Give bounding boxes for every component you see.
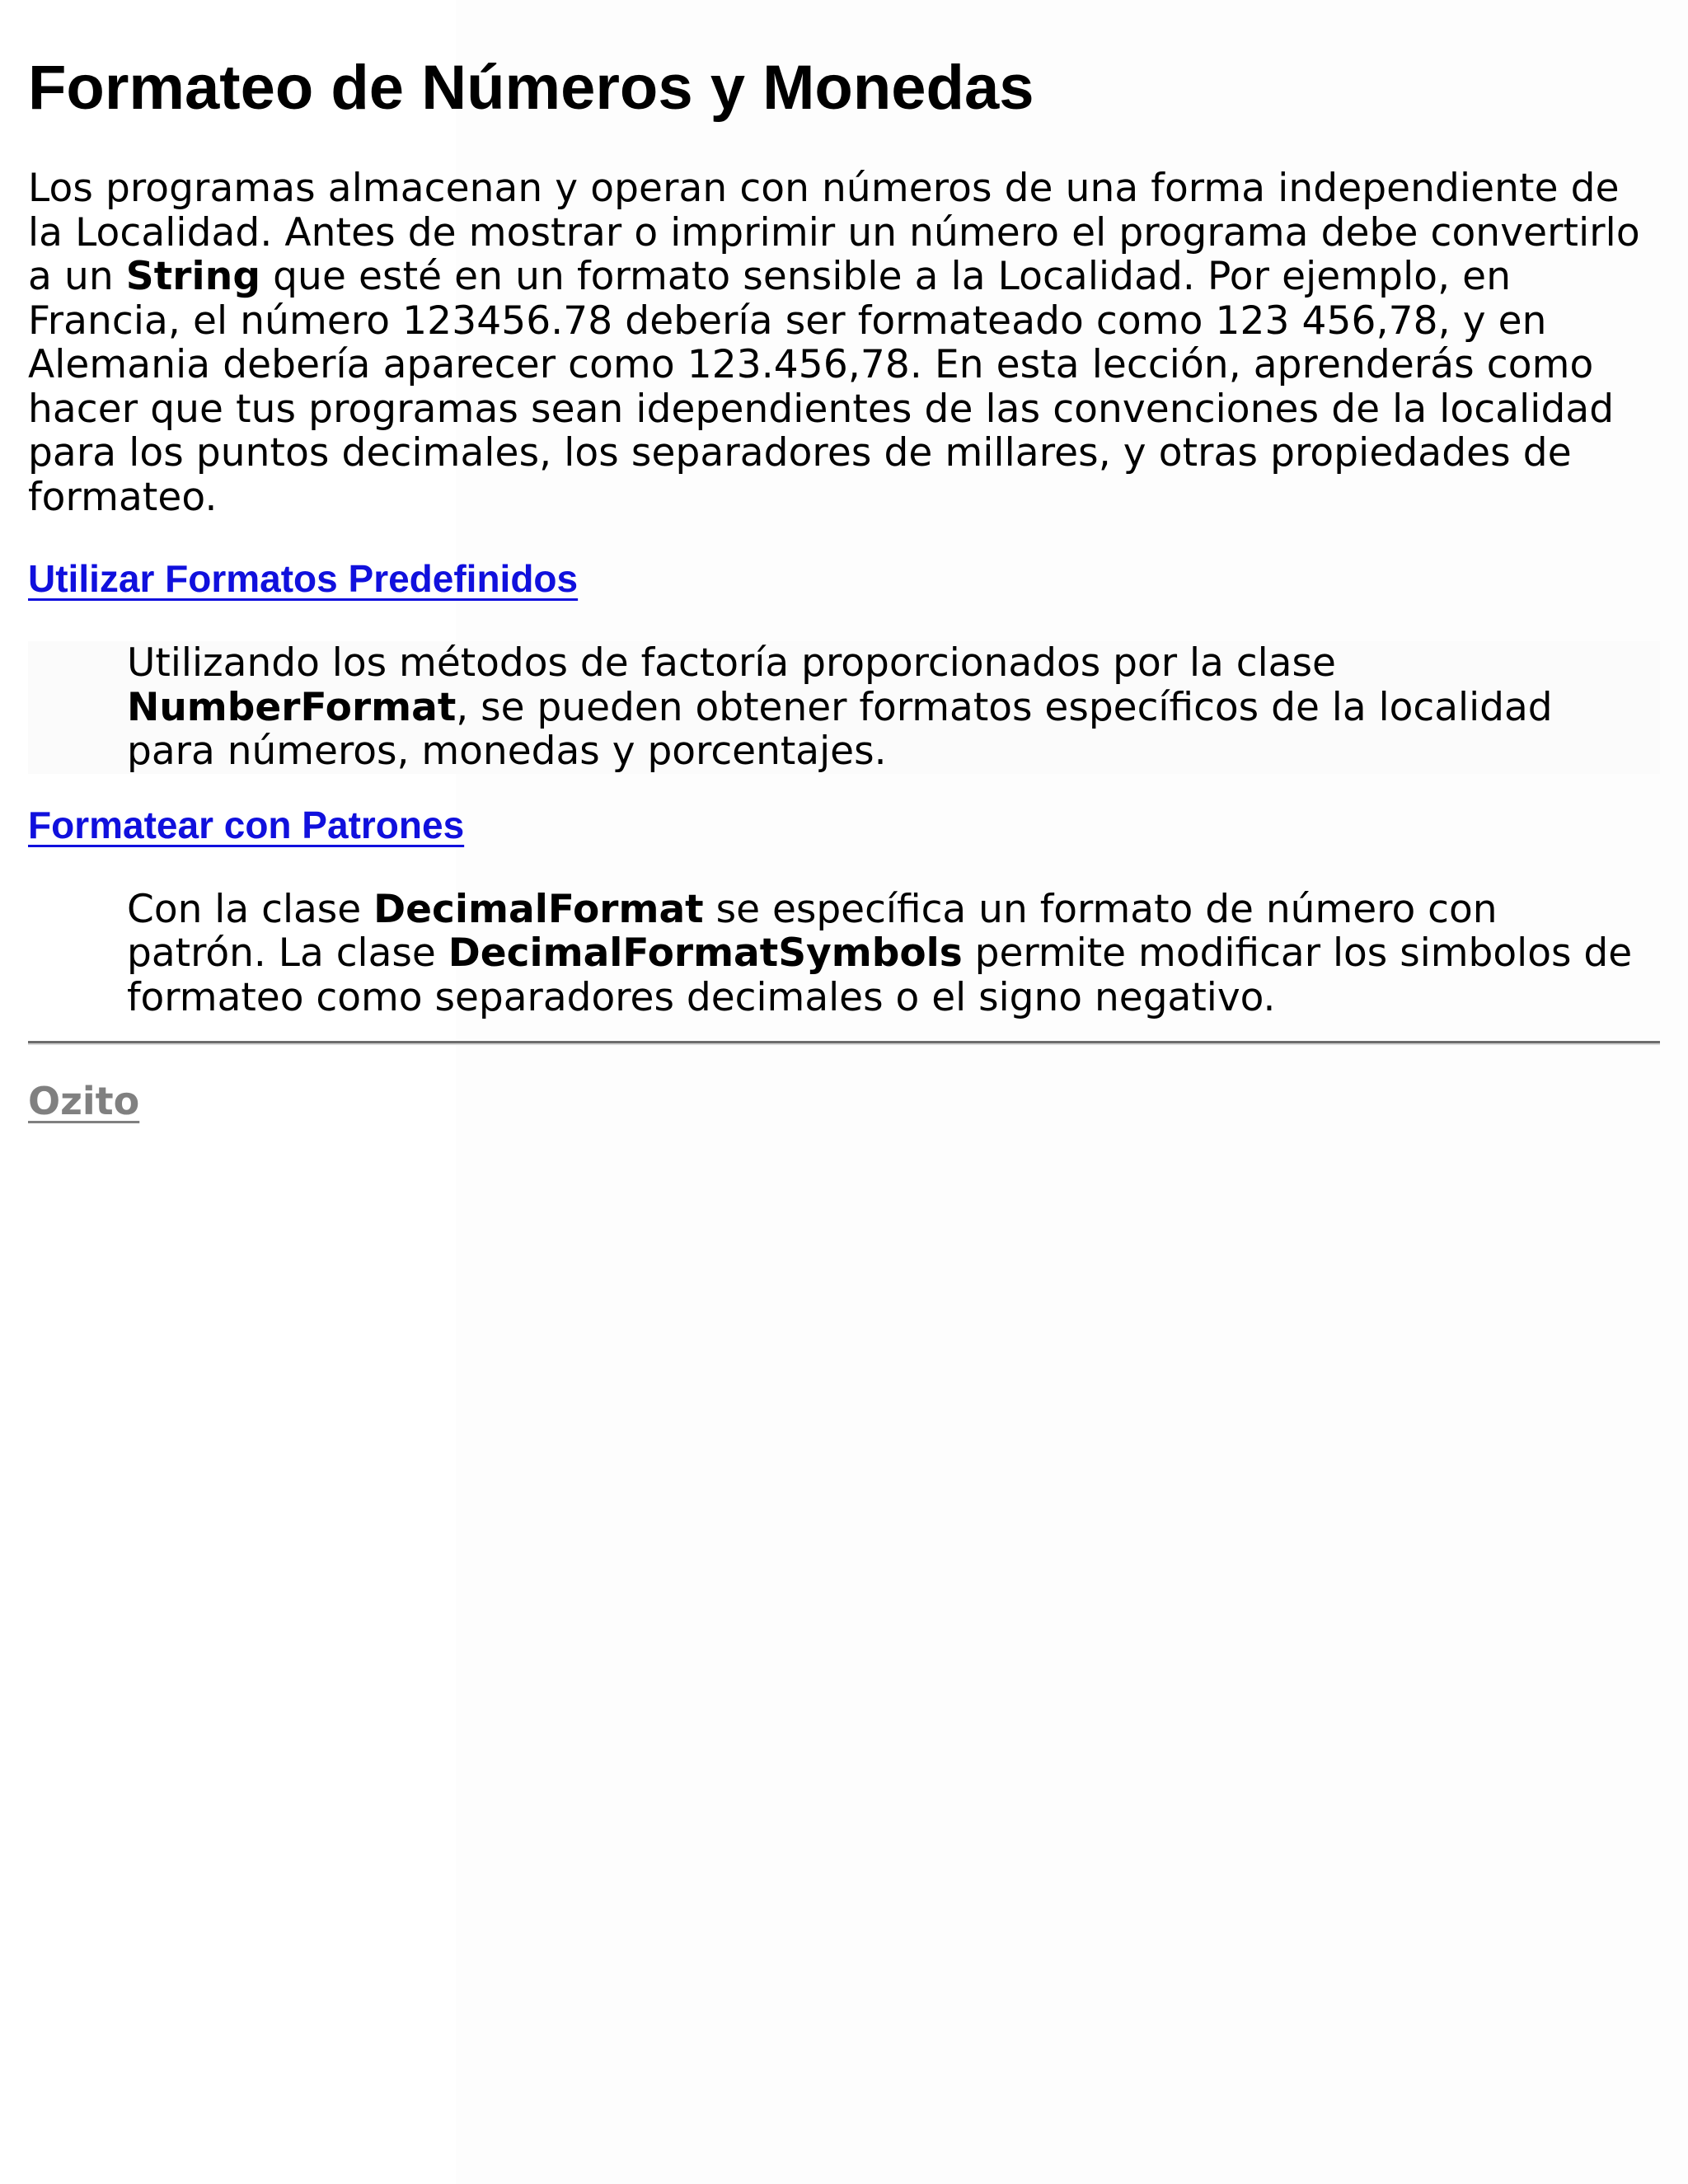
link-utilizar-formatos-predefinidos[interactable]: Utilizar Formatos Predefinidos	[28, 557, 579, 600]
section-2-bold-decimalformatsymbols: DecimalFormatSymbols	[448, 930, 963, 976]
intro-paragraph	[28, 166, 1660, 519]
section-2-text-3: permite modificar los simbolos de formateo como separadores decimales o el signo negativo.	[127, 930, 1633, 1020]
section-2-bold-decimalformat: DecimalFormat	[373, 886, 704, 932]
section-2-text-1: Con la clase	[127, 886, 374, 932]
intro-text-2: que esté en un formato sensible a la Localidad. Por ejemplo, en Francia, el número 123456.78 debería ser formateado como 123 456,78, y en Alemania debería aparecer como 123.456,78. En esta lección, aprenderás como hacer que tus programas sean idependientes de las convenciones de la localidad para los puntos decimales, los separadores de millares, y otras propiedades de formateo.	[28, 254, 1615, 520]
intro-bold-string: String	[125, 254, 261, 299]
section-1-bold-numberformat: NumberFormat	[127, 684, 457, 730]
section-1-text-2: , se pueden obtener formatos específicos de la localidad para números, monedas y porcentajes.	[127, 684, 1553, 774]
link-formatear-con-patrones[interactable]: Formatear con Patrones	[28, 803, 465, 846]
intro-text-1: Los programas almacenan y operan con números de una forma independiente de la Localidad. Antes de mostrar o imprimir un número el programa debe convertirlo a un	[28, 166, 1640, 299]
section-description-2	[28, 888, 1660, 1020]
section-1-text-1: Utilizando los métodos de factoría proporcionados por la clase	[127, 640, 1336, 686]
horizontal-divider	[28, 1041, 1660, 1043]
section-description-1	[28, 641, 1660, 774]
section-2-text-2: se específica un formato de número con patrón. La clase	[127, 886, 1498, 976]
footer-link-ozito[interactable]: Ozito	[28, 1079, 140, 1123]
page-title: Formateo de Números y Monedas	[28, 53, 1034, 123]
